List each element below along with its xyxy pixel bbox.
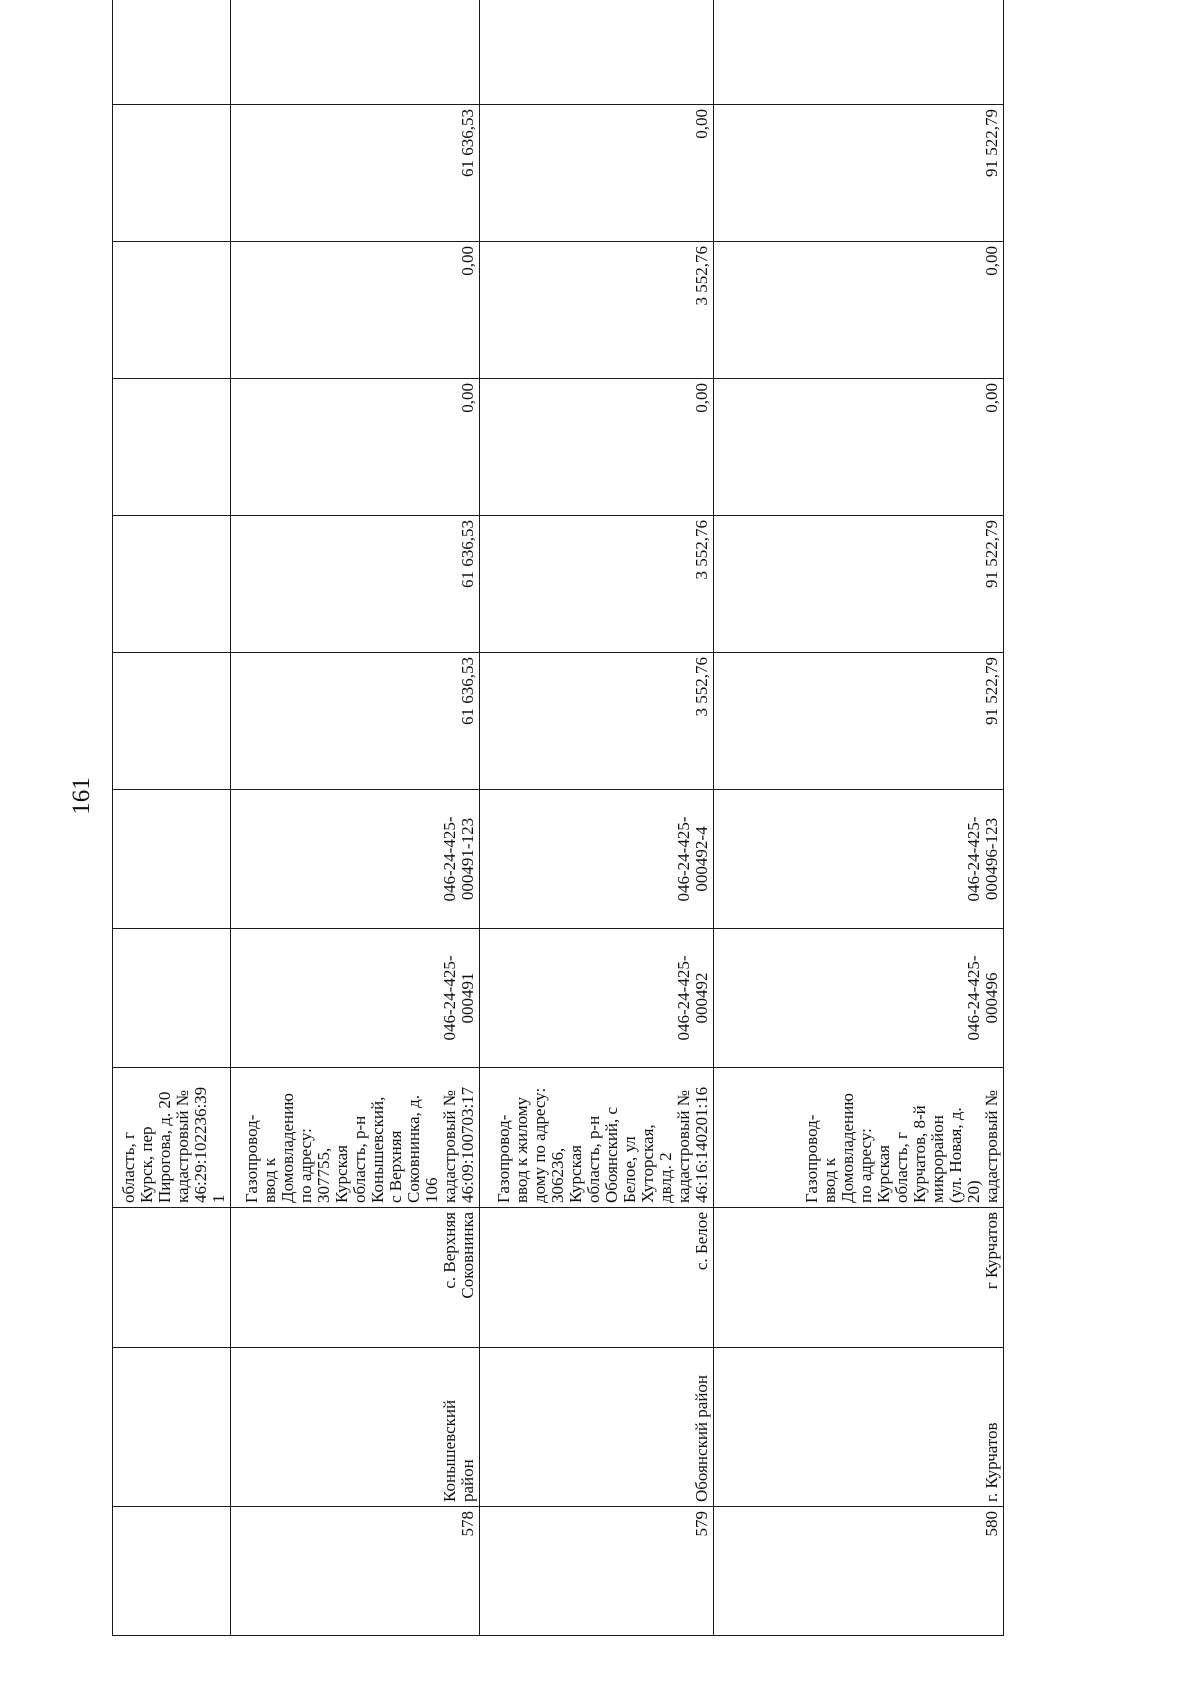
value-cell-6 — [714, 0, 1004, 105]
locality-cell: г Курчатов — [714, 1208, 1004, 1348]
inventory-number-cell: 046-24-425- 000492 — [480, 929, 714, 1068]
table-row — [231, 0, 480, 1636]
inventory-number-cell: 046-24-425- 000491 — [231, 929, 480, 1068]
table-row — [113, 0, 231, 1636]
value-cell-1: 61 636,53 — [231, 653, 480, 790]
value-cell-5: 91 522,79 — [714, 105, 1004, 242]
value-cell-3: 0,00 — [714, 379, 1004, 516]
inventory-number-cell: 046-24-425- 000496 — [714, 929, 1004, 1068]
object-description-cell: Газопровод- ввод к Домовладению по адресу: Курская область, г Курчатов, 8-й микрорайон (ул. Новая, д. 20) кадастровый № — [714, 1068, 1004, 1208]
value-cell-4: 0,00 — [714, 242, 1004, 379]
value-cell-5: 0,00 — [480, 105, 714, 242]
district-cell: г. Курчатов — [714, 1348, 1004, 1507]
value-cell-2: 91 522,79 — [714, 516, 1004, 653]
value-cell-6 — [480, 0, 714, 105]
value-cell-4: 0,00 — [231, 242, 480, 379]
rotated-table-wrapper — [112, 104, 1003, 1636]
locality-cell — [113, 1208, 231, 1348]
value-cell-2 — [113, 516, 231, 653]
value-cell-5 — [113, 105, 231, 242]
value-cell-1: 3 552,76 — [480, 653, 714, 790]
locality-cell: с. Верхняя Соковнинка — [231, 1208, 480, 1348]
object-description-cell: Газопровод- ввод к Домовладению по адресу: 307755, Курская область, р-н Конышевский, с Верхняя Соковнинка, д. 106 кадастровый № 46:09:100703:17 — [231, 1068, 480, 1208]
inventory-number-cell — [113, 929, 231, 1068]
value-cell-6 — [113, 0, 231, 105]
row-number-cell: 580 — [714, 1507, 1004, 1636]
value-cell-2: 61 636,53 — [231, 516, 480, 653]
value-cell-1: 91 522,79 — [714, 653, 1004, 790]
value-cell-2: 3 552,76 — [480, 516, 714, 653]
object-code-cell: 046-24-425- 000496-123 — [714, 790, 1004, 929]
value-cell-3: 0,00 — [480, 379, 714, 516]
row-number-cell: 579 — [480, 1507, 714, 1636]
object-code-cell: 046-24-425- 000492-4 — [480, 790, 714, 929]
object-code-cell — [113, 790, 231, 929]
value-cell-4 — [113, 242, 231, 379]
gas-pipeline-register-table — [112, 0, 1004, 1636]
locality-cell: с. Белое — [480, 1208, 714, 1348]
row-number-cell — [113, 1507, 231, 1636]
table-row — [714, 0, 1004, 1636]
object-description-cell: область, г Курск, пер Пирогова, д. 20 кадастровый № 46:29:102236:39 1 — [113, 1068, 231, 1208]
value-cell-6 — [231, 0, 480, 105]
value-cell-1 — [113, 653, 231, 790]
district-cell: Обоянский район — [480, 1348, 714, 1507]
row-number-cell: 578 — [231, 1507, 480, 1636]
value-cell-3: 0,00 — [231, 379, 480, 516]
page-number: 161 — [68, 777, 95, 815]
object-description-cell: Газопровод- ввод к жилому дому по адресу: 306236, Курская область, р-н Обоянский, с Белое, ул Хуторская, двлд. 2 кадастровый № 46:16:140201:16 — [480, 1068, 714, 1208]
table-row — [480, 0, 714, 1636]
district-cell: Конышевский район — [231, 1348, 480, 1507]
district-cell — [113, 1348, 231, 1507]
value-cell-5: 61 636,53 — [231, 105, 480, 242]
value-cell-4: 3 552,76 — [480, 242, 714, 379]
value-cell-3 — [113, 379, 231, 516]
object-code-cell: 046-24-425- 000491-123 — [231, 790, 480, 929]
